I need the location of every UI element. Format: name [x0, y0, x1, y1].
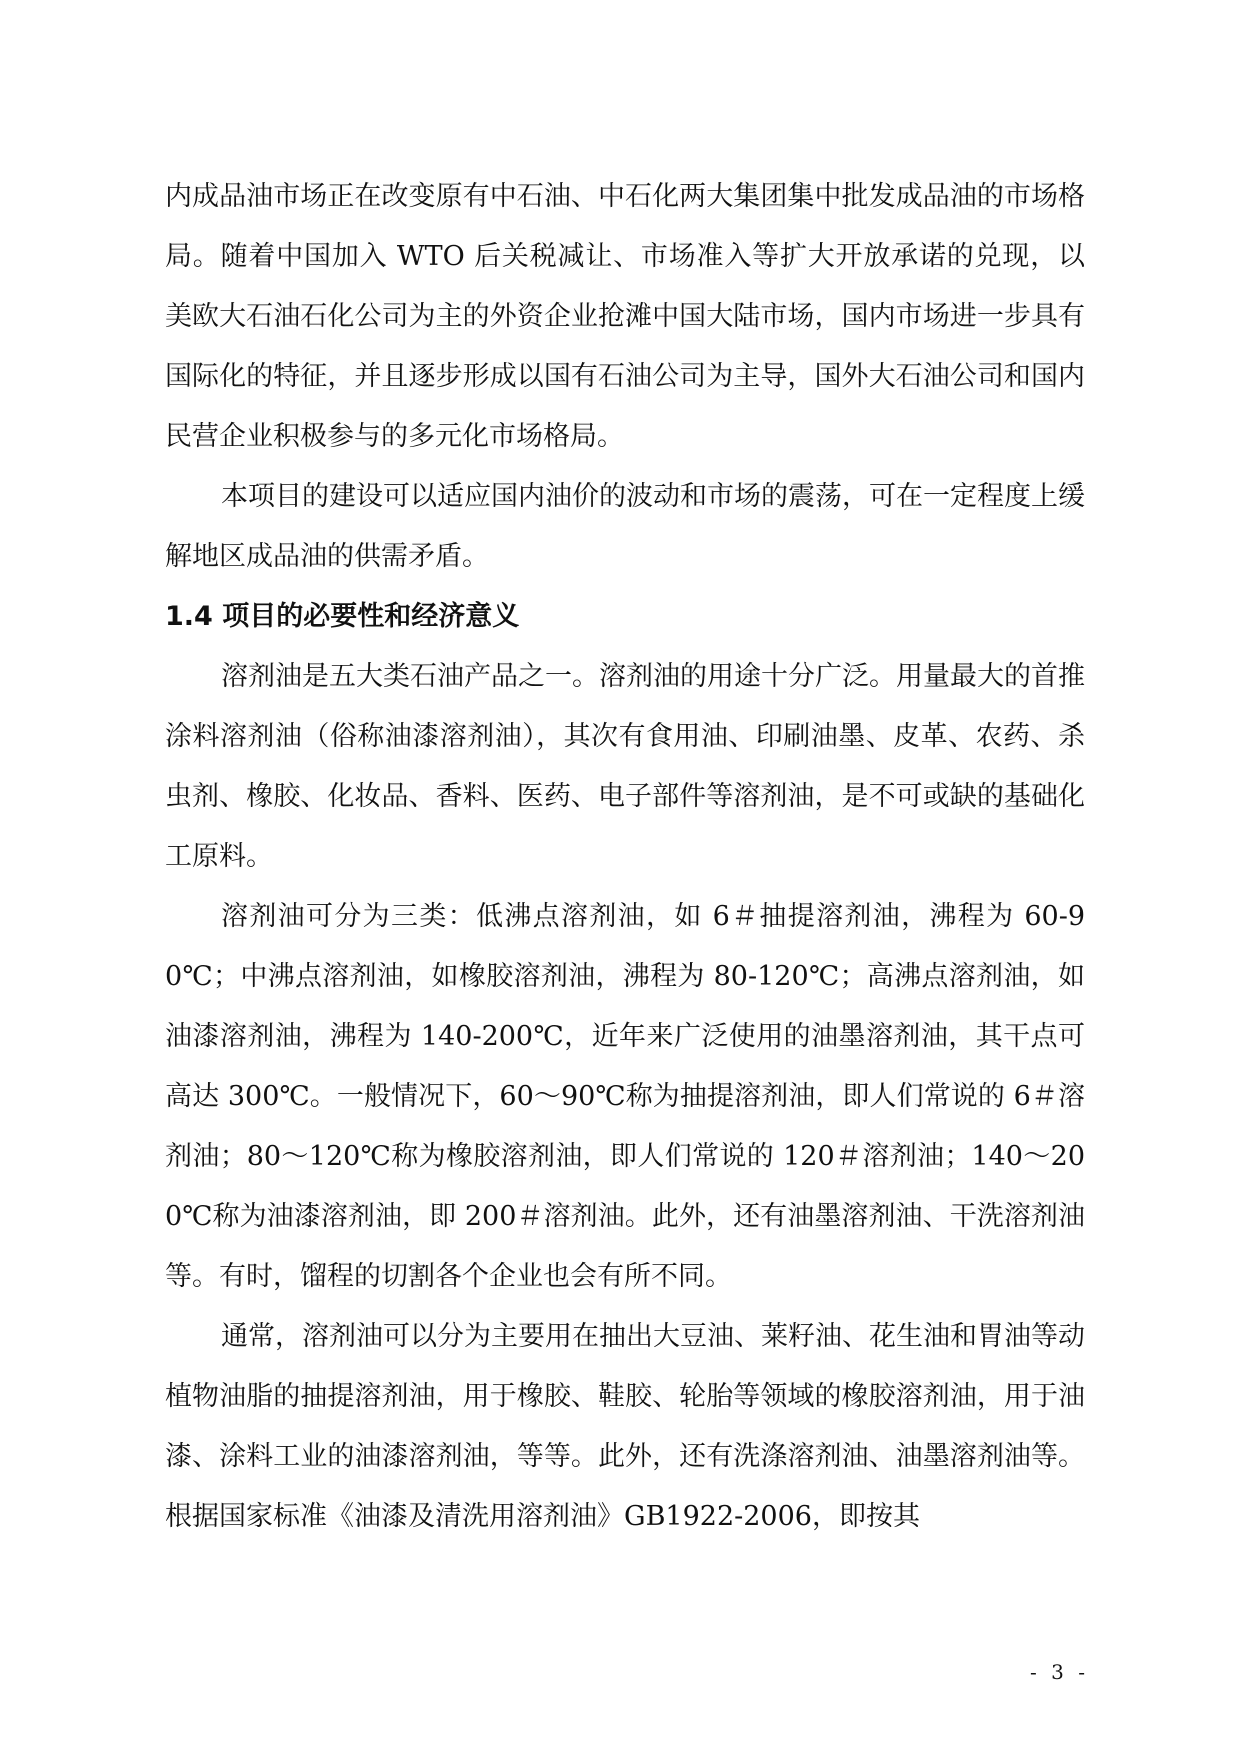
paragraph-project-construction: 本项目的建设可以适应国内油价的波动和市场的震荡，可在一定程度上缓解地区成品油的供需矛盾。 — [165, 481, 1085, 572]
section-heading: 1.4 项目的必要性和经济意义 — [165, 601, 520, 632]
paragraph-solvent-classes: 溶剂油可分为三类：低沸点溶剂油，如 6＃抽提溶剂油，沸程为 60-90℃；中沸点溶剂油，如橡胶溶剂油，沸程为 80-120℃；高沸点溶剂油，如油漆溶剂油，沸程为 140-200℃，近年来广泛使用的油墨溶剂油，其干点可高达 300℃。一般情况下，60～90℃称为抽提溶剂油，即人们常说的 6＃溶剂油；80～120℃称为橡胶溶剂油，即人们常说的 120＃溶剂油；140～200℃称为油漆溶剂油，即 200＃溶剂油。此外，还有油墨溶剂油、干洗溶剂油等。有时，馏程的切割各个企业也会有所不同。 — [165, 901, 1085, 1292]
page-number: - 3 - — [1030, 1660, 1089, 1684]
paragraph-continued-market: 内成品油市场正在改变原有中石油、中石化两大集团集中批发成品油的市场格局。随着中国加入 WTO 后关税减让、市场准入等扩大开放承诺的兑现，以美欧大石油石化公司为主的外资企业抢滩中国大陆市场，国内市场进一步具有国际化的特征，并且逐步形成以国有石油公司为主导，国外大石油公司和国内民营企业积极参与的多元化市场格局。 — [165, 181, 1085, 452]
paragraph-solvent-uses: 溶剂油是五大类石油产品之一。溶剂油的用途十分广泛。用量最大的首推涂料溶剂油（俗称油漆溶剂油），其次有食用油、印刷油墨、皮革、农药、杀虫剂、橡胶、化妆品、香料、医药、电子部件等溶剂油，是不可或缺的基础化工原料。 — [165, 661, 1085, 872]
page-body — [165, 167, 1085, 1547]
paragraph-solvent-categories: 通常，溶剂油可以分为主要用在抽出大豆油、莱籽油、花生油和胃油等动植物油脂的抽提溶剂油，用于橡胶、鞋胶、轮胎等领域的橡胶溶剂油，用于油漆、涂料工业的油漆溶剂油，等等。此外，还有洗涤溶剂油、油墨溶剂油等。根据国家标准《油漆及清洗用溶剂油》GB1922-2006，即按其 — [165, 1321, 1085, 1532]
